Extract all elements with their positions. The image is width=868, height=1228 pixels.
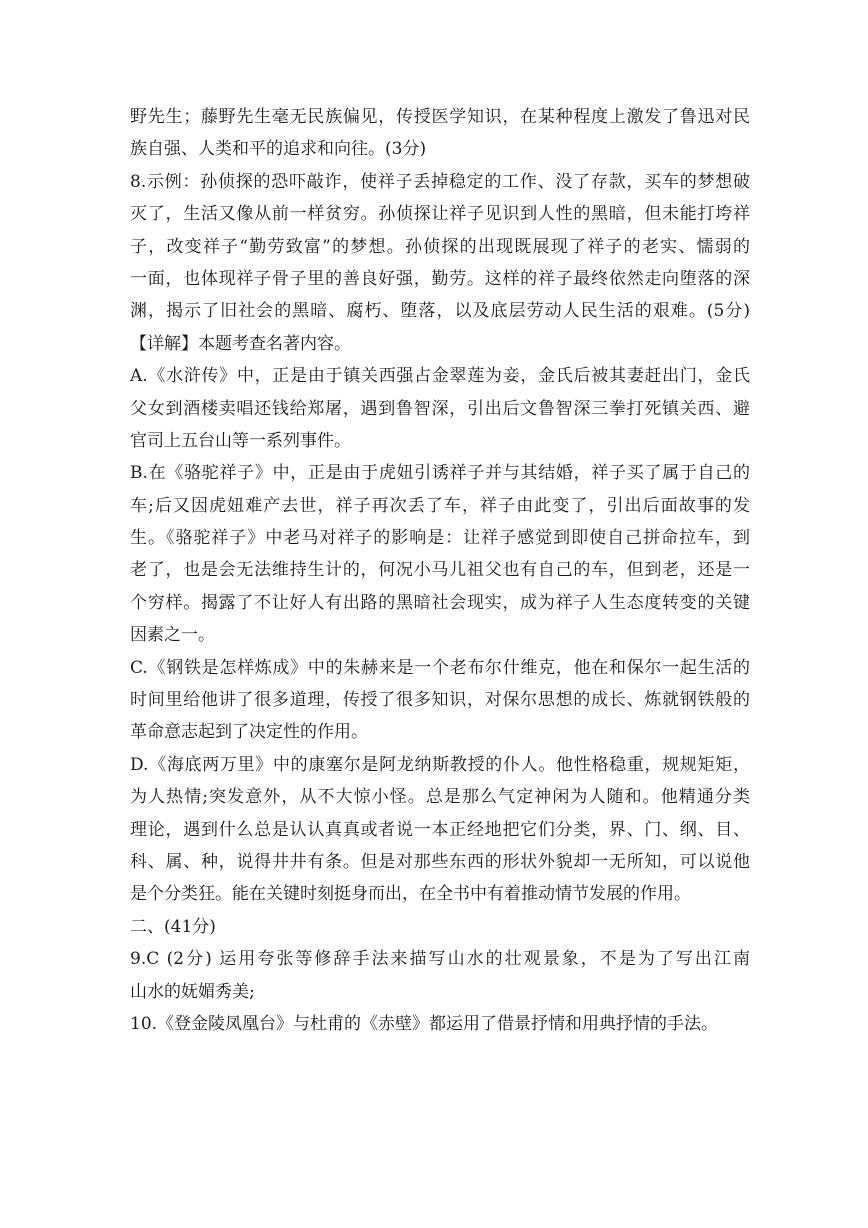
text-line: 渊，揭示了旧社会的黑暗、腐朽、堕落，以及底层劳动人民生活的艰难。(5分) [130, 301, 750, 322]
text-line: 革命意志起到了决定性的作用。 [130, 722, 368, 743]
text-line: 时间里给他讲了很多道理，传授了很多知识，对保尔思想的成长、炼就钢铁般的 [130, 690, 750, 711]
text-line: 灭了，生活又像从前一样贫穷。孙侦探让祥子见识到人性的黑暗，但未能打垮祥 [130, 204, 750, 225]
text-line: 生。《骆驼祥子》中老马对祥子的影响是：让祥子感觉到即使自己拼命拉车，到 [130, 528, 750, 549]
text-line: 【详解】本题考查名著内容。 [130, 333, 351, 354]
text-line: 族自强、人类和平的追求和向往。(3分) [130, 139, 427, 160]
text-line: D.《海底两万里》中的康塞尔是阿龙纳斯教授的仆人。他性格稳重，规规矩矩， [130, 754, 750, 775]
text-line: 理论，遇到什么总是认认真真或者说一本正经地把它们分类，界、门、纲、目、 [130, 819, 750, 840]
text-line: 二、(41分) [130, 916, 216, 937]
text-line: 8.示例：孙侦探的恐吓敲诈，使祥子丢掉稳定的工作、没了存款，买车的梦想破 [130, 171, 750, 192]
text-line: 官司上五台山等一系列事件。 [130, 430, 351, 451]
text-line: B.在《骆驼祥子》中，正是由于虎妞引诱祥子并与其结婚，祥子买了属于自己的 [130, 463, 750, 484]
text-line: 是个分类狂。能在关键时刻挺身而出，在全书中有着推动情节发展的作用。 [130, 884, 691, 905]
text-line: 车;后又因虎妞难产去世，祥子再次丢了车，祥子由此变了，引出后面故事的发 [130, 495, 750, 516]
text-line: 父女到酒楼卖唱还钱给郑屠，遇到鲁智深，引出后文鲁智深三拳打死镇关西、避 [130, 398, 750, 419]
text-line: 因素之一。 [130, 625, 215, 646]
text-line: C.《钢铁是怎样炼成》中的朱赫来是一个老布尔什维克，他在和保尔一起生活的 [130, 657, 750, 678]
text-line: 老了，也是会无法维持生计的，何况小马儿祖父也有自己的车，但到老，还是一 [130, 560, 750, 581]
text-line: 个穷样。揭露了不让好人有出路的黑暗社会现实，成为祥子人生态度转变的关键 [130, 592, 750, 613]
text-line: 9.C (2分) 运用夸张等修辞手法来描写山水的壮观景象，不是为了写出江南 [130, 949, 750, 970]
text-line: 10.《登金陵凤凰台》与杜甫的《赤壁》都运用了借景抒情和用典抒情的手法。 [130, 1013, 719, 1034]
text-line: 一面，也体现祥子骨子里的善良好强，勤劳。这样的祥子最终依然走向堕落的深 [130, 268, 750, 289]
text-line: 为人热情;突发意外，从不大惊小怪。总是那么气定神闲为人随和。他精通分类 [130, 787, 750, 808]
answer-text-body [130, 101, 750, 1040]
text-line: 子，改变祥子“勤劳致富”的梦想。孙侦探的出现既展现了祥子的老实、懦弱的 [130, 236, 750, 257]
text-line: 野先生；藤野先生毫无民族偏见，传授医学知识，在某种程度上激发了鲁迅对民 [130, 107, 750, 127]
text-line: 科、属、种，说得井井有条。但是对那些东西的形状外貌却一无所知，可以说他 [130, 851, 750, 872]
text-line: A.《水浒传》中，正是由于镇关西强占金翠莲为妾，金氏后被其妻赶出门，金氏 [130, 366, 750, 387]
text-line: 山水的妩媚秀美; [130, 981, 255, 1002]
